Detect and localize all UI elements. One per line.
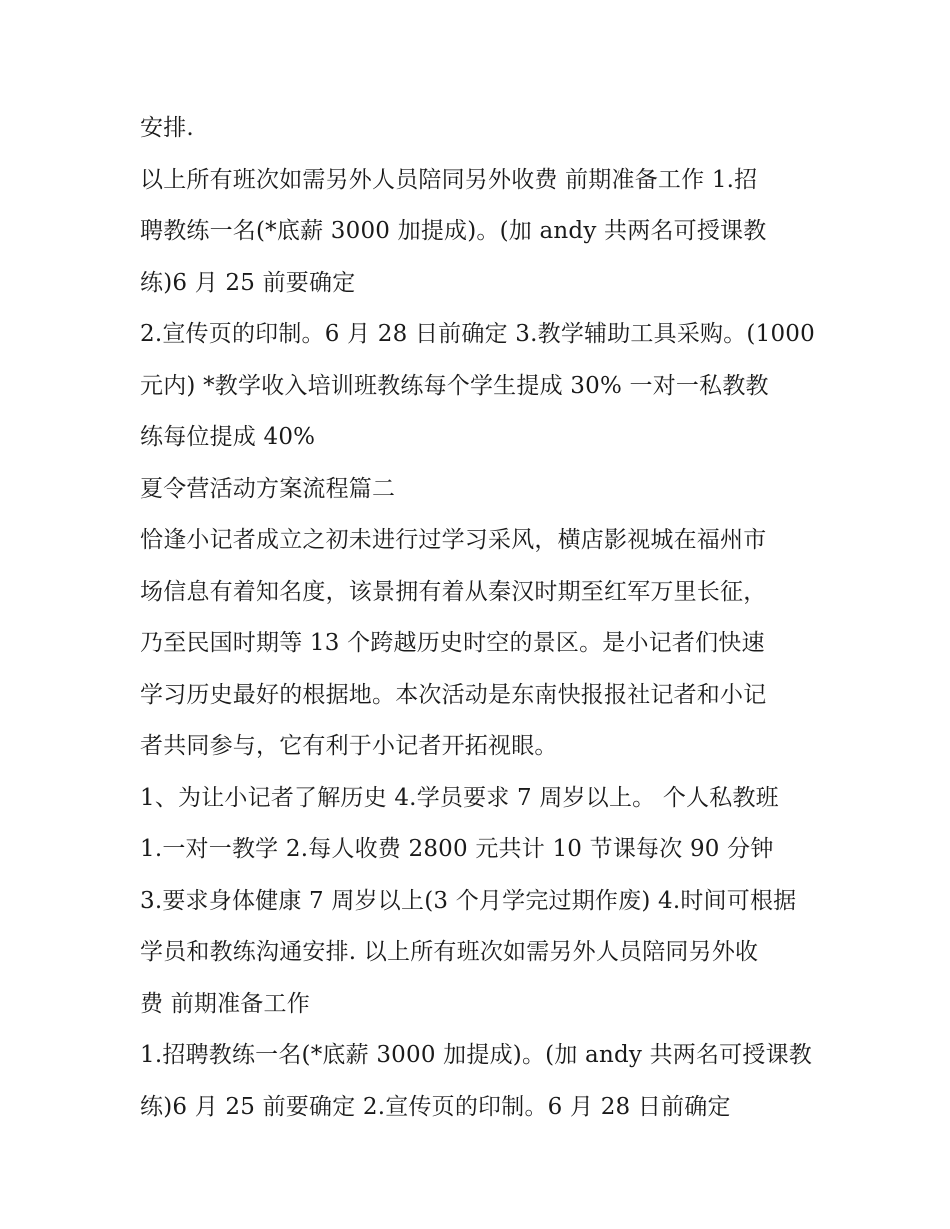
text-line: 安排. — [140, 115, 194, 141]
text-line: 2.宣传页的印制。6 月 28 日前确定 3.教学辅助工具采购。(1000 — [140, 321, 815, 347]
text-line: 学习历史最好的根据地。本次活动是东南快报报社记者和小记 — [140, 681, 767, 708]
document-body — [140, 103, 820, 1133]
text-line: 练每位提成 40% — [140, 424, 316, 450]
text-line: 练)6 月 25 前要确定 2.宣传页的印制。6 月 28 日前确定 — [140, 1093, 731, 1120]
text-line: 1、为让小记者了解历史 4.学员要求 7 周岁以上。 个人私教班 — [140, 784, 779, 811]
text-line: 聘教练一名(*底薪 3000 加提成)。(加 andy 共两名可授课教 — [140, 218, 767, 244]
text-line: 恰逢小记者成立之初未进行过学习采风，横店影视城在福州市 — [140, 527, 767, 553]
text-line: 者共同参与，它有利于小记者开拓视眼。 — [140, 733, 558, 759]
text-line: 练)6 月 25 前要确定 — [140, 269, 356, 296]
text-line: 乃至民国时期等 13 个跨越历史时空的景区。是小记者们快速 — [140, 630, 765, 656]
text-line: 1.招聘教练一名(*底薪 3000 加提成)。(加 andy 共两名可授课教 — [140, 1042, 812, 1068]
text-line: 费 前期准备工作 — [140, 990, 310, 1017]
section-heading: 夏令营活动方案流程篇二 — [140, 475, 396, 502]
text-line: 以上所有班次如需另外人员陪同另外收费 前期准备工作 1.招 — [140, 166, 758, 193]
text-line: 1.一对一教学 2.每人收费 2800 元共计 10 节课每次 90 分钟 — [140, 836, 774, 862]
text-line: 3.要求身体健康 7 周岁以上(3 个月学完过期作废) 4.时间可根据 — [140, 887, 797, 914]
text-line: 场信息有着知名度，该景拥有着从秦汉时期至红军万里长征， — [140, 578, 767, 605]
text-line: 元内) *教学收入培训班教练每个学生提成 30% 一对一私教教 — [140, 372, 769, 399]
text-line: 学员和教练沟通安排. 以上所有班次如需另外人员陪同另外收 — [140, 939, 759, 965]
